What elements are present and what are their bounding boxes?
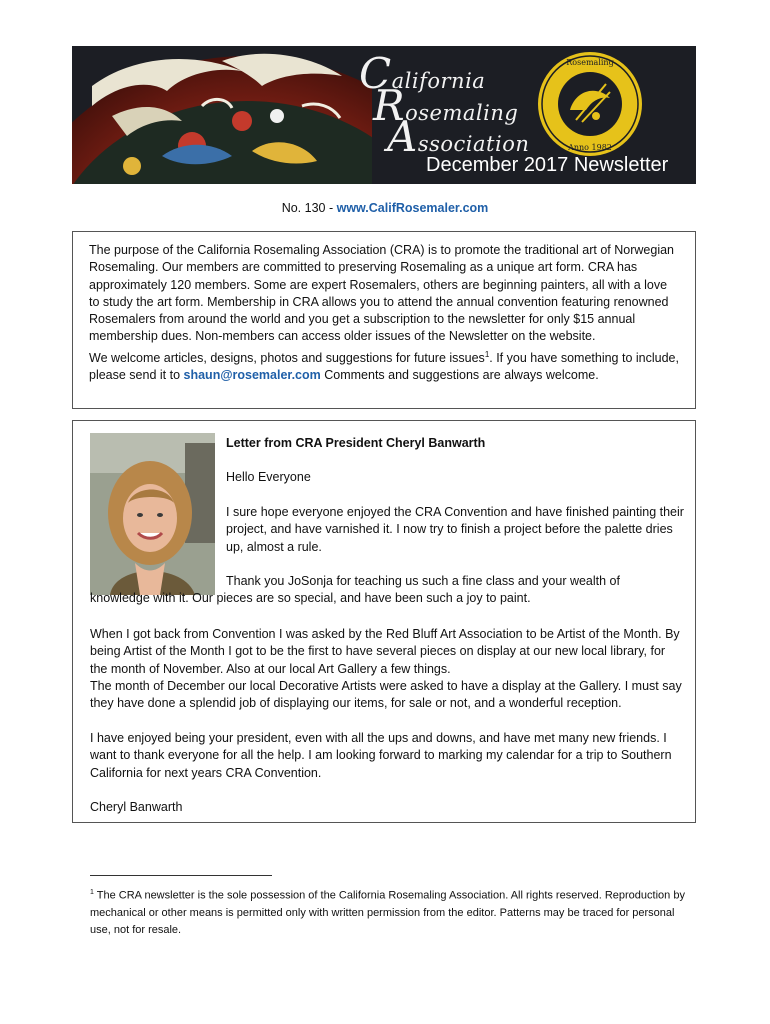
letter-heading: Letter from CRA President Cheryl Banwarth xyxy=(226,436,486,450)
website-link[interactable]: www.CalifRosemaler.com xyxy=(336,201,489,215)
president-letter-box xyxy=(72,420,696,823)
banner-title-california: California xyxy=(359,49,486,98)
issue-number-line xyxy=(0,201,770,215)
svg-text:Anno 1982: Anno 1982 xyxy=(568,143,612,152)
issue-number: No. 130 - xyxy=(281,201,337,215)
letter-signature: Cheryl Banwarth xyxy=(90,800,183,814)
purpose-paragraph: The purpose of the California Rosemaling Association (CRA) is to promote the traditional art of Norwegian Rosemaling. Our members are committed to preserving Rosemaling as a unique art form. CRA has approximately 120 members. Some are expert Rosemalers, others are beginning painters, all with a love to study the art form. Membership in CRA allows you to attend the annual convention featuring renowned Rosemalers from around the world and you get a subscription to the newsletter for only $15 annual membership dues. Non-members can access older issues of the Newsletter on the website. xyxy=(89,243,675,344)
footnote xyxy=(90,884,690,939)
letter-paragraph-4: I have enjoyed being your president, even with all the ups and downs, and have met many new friends. I want to thank everyone for all the help. I am looking forward to marking my calendar for a trip to Southern California for next years CRA Convention. xyxy=(90,731,672,780)
association-seal xyxy=(536,50,644,158)
rosemaling-plate-illustration xyxy=(72,46,372,184)
footnote-divider xyxy=(90,875,272,876)
president-photo xyxy=(90,433,215,595)
svg-text:Rosemaling: Rosemaling xyxy=(566,58,614,67)
newsletter-banner xyxy=(72,46,696,184)
footnote-mark: 1 xyxy=(90,889,94,896)
letter-paragraph-3b: The month of December our local Decorative Artists were asked to have a display at the Gallery. I must say they have done a splendid job of displaying our items, for sale or not, and a wonderful reception. xyxy=(90,678,682,711)
newsletter-issue-title: December 2017 Newsletter xyxy=(426,154,669,176)
welcome-paragraph: We welcome articles, designs, photos and suggestions for future issues$^1$. If you have something to include, please send it to shaun@rosemaler.com Comments and suggestions are always welcome. xyxy=(89,349,679,383)
email-link[interactable]: shaun@rosemaler.com xyxy=(183,368,321,383)
banner-title-association: Association xyxy=(387,112,530,161)
letter-paragraph-1: I sure hope everyone enjoyed the CRA Convention and have finished painting their project, and have varnished it. I now try to finish a project before the palette dries up, almost a rule. xyxy=(226,505,684,554)
letter-greeting: Hello Everyone xyxy=(226,470,311,484)
banner-title-rosemaling: Rosemaling xyxy=(373,81,519,130)
letter-paragraph-3a: When I got back from Convention I was asked by the Red Bluff Art Association to be Artist of the Month. By being Artist of the Month I got to be the first to have several pieces on display at our new local library, for the month of November. Also at our local Art Gallery a few things. xyxy=(90,627,680,676)
association-purpose-box xyxy=(72,231,696,409)
letter-paragraph-2: Thank you JoSonja for teaching us such a fine class and your wealth of knowledge with it. Our pieces are so special, and have been such a joy to paint. xyxy=(90,574,620,606)
footnote-text: The CRA newsletter is the sole possession of the California Rosemaling Association. All rights reserved. Reproduction by mechanical or other means is permitted only with written permission from the editor. Patterns may be traced for personal use, not for resale. xyxy=(90,889,685,936)
footnote-reference: 1 xyxy=(484,349,490,359)
letter-paragraph-3 xyxy=(90,626,685,712)
